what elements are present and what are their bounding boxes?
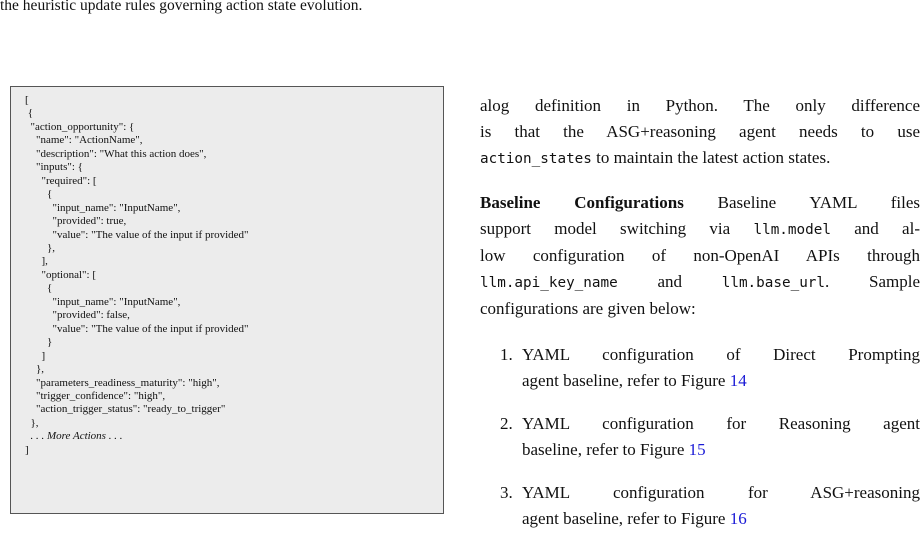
baseline-config-list: [480, 342, 920, 532]
list-number: 2.: [500, 414, 513, 433]
text-line: YAML configuration for ASG+reasoning: [522, 483, 920, 502]
code-line: "value": "The value of the input if provided": [25, 322, 249, 335]
preceding-paragraph-tail: the heuristic update rules governing action state evolution.: [0, 0, 363, 14]
text-fragment: agent baseline, refer to Figure: [522, 371, 730, 390]
code-line: ]: [25, 349, 46, 362]
code-line: "provided": true,: [25, 215, 127, 228]
text-fragment: support model switching via: [480, 219, 754, 238]
code-line: "action_opportunity": {: [25, 120, 135, 133]
text-line: [480, 190, 920, 216]
code-line: {: [25, 107, 34, 120]
code-line: },: [25, 416, 39, 429]
code-line: "description": "What this action does",: [25, 147, 207, 160]
code-line: "inputs": {: [25, 161, 83, 174]
text-fragment: to maintain the latest action states.: [591, 148, 831, 167]
right-column-text: [480, 93, 920, 549]
inline-code: llm.model: [753, 222, 831, 238]
text-fragment: and: [617, 272, 722, 291]
code-line: }: [25, 336, 53, 349]
text-fragment: agent baseline, refer to Figure: [522, 509, 730, 528]
list-item: [480, 411, 920, 463]
baseline-configurations-paragraph: [480, 190, 920, 322]
text-line: YAML configuration for Reasoning agent: [522, 414, 920, 433]
code-line: [: [25, 94, 29, 106]
section-heading: Baseline Configurations: [480, 193, 684, 212]
text-fragment: baseline, refer to Figure: [522, 440, 689, 459]
code-line: "input_name": "InputName",: [25, 201, 181, 214]
inline-code: action_states: [480, 151, 592, 167]
figure-link[interactable]: 16: [729, 509, 747, 528]
code-line: },: [25, 363, 45, 376]
code-line: {: [25, 188, 53, 201]
code-line: "input_name": "InputName",: [25, 295, 181, 308]
code-line: {: [25, 282, 53, 295]
text-line: [480, 145, 920, 172]
text-line: [522, 437, 920, 463]
list-number: 1.: [500, 345, 513, 364]
code-line: },: [25, 241, 56, 254]
text-fragment: and al-: [830, 219, 920, 238]
inline-code: llm.base_url: [721, 275, 826, 291]
code-line: "name": "ActionName",: [25, 134, 143, 147]
figure-link[interactable]: 15: [688, 440, 706, 459]
list-number: 3.: [500, 483, 513, 502]
code-line: "trigger_confidence": "high",: [25, 389, 166, 402]
text-fragment: . Sample: [825, 272, 920, 291]
list-item: [480, 342, 920, 394]
text-line: [480, 269, 920, 296]
code-line: ]: [25, 443, 29, 456]
more-actions-placeholder: . . . More Actions . . .: [25, 430, 123, 443]
intro-paragraph: [480, 93, 920, 172]
json-code-listing: [10, 86, 444, 514]
code-line: "action_trigger_status": "ready_to_trigger": [25, 403, 226, 416]
code-line: "optional": [: [25, 268, 97, 281]
code-line: "required": [: [25, 174, 97, 187]
text-line: configurations are given below:: [480, 299, 696, 318]
text-line: YAML configuration of Direct Prompting: [522, 345, 920, 364]
text-fragment: Baseline YAML files: [717, 193, 920, 212]
text-line: [522, 368, 920, 394]
text-line: [522, 506, 920, 532]
figure-link[interactable]: 14: [729, 371, 747, 390]
list-item: [480, 480, 920, 532]
inline-code: llm.api_key_name: [480, 275, 618, 291]
code-line: "provided": false,: [25, 309, 130, 322]
text-line: alog definition in Python. The only difference: [480, 96, 920, 115]
code-line: "value": "The value of the input if provided": [25, 228, 249, 241]
text-line: is that the ASG+reasoning agent needs to use: [480, 122, 920, 141]
text-line: low configuration of non-OpenAI APIs through: [480, 246, 920, 265]
code-line: ],: [25, 255, 48, 268]
code-line: "parameters_readiness_maturity": "high",: [25, 376, 220, 389]
text-line: [480, 216, 920, 243]
